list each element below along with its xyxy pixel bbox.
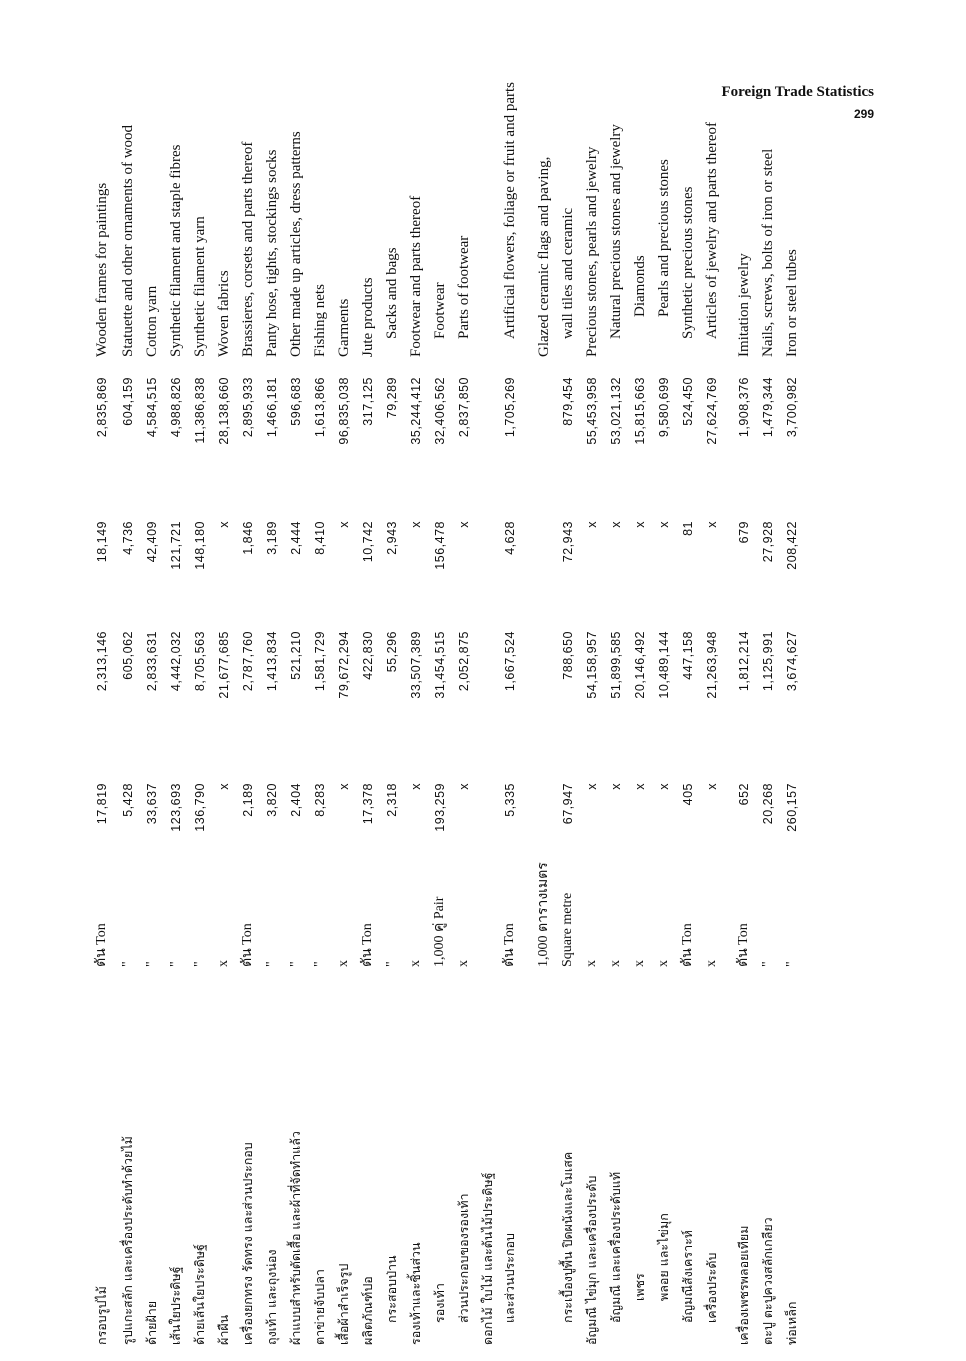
unit-cell: ตัน Ton	[94, 923, 109, 967]
unit-cell: "	[192, 961, 207, 967]
table-row	[284, 131, 308, 1345]
english-description: Synthetic filament and staple fibres	[168, 144, 184, 357]
quantity-cell: 123,693	[169, 783, 183, 832]
table-row	[236, 141, 260, 1345]
value-cell: 79,672,294	[337, 631, 351, 699]
value-cell: 20,146,492	[633, 631, 647, 699]
english-description: Synthetic precious stones	[680, 186, 696, 339]
table-row	[116, 124, 140, 1345]
value-cell: 21,677,685	[217, 631, 231, 699]
value-cell: 2,787,760	[241, 631, 255, 692]
unit-cell: "	[384, 961, 399, 967]
unit-cell: ตัน Ton	[680, 923, 695, 967]
english-description: Wooden frames for paintings	[94, 182, 110, 357]
quantity-cell: 17,378	[361, 783, 375, 825]
english-description: Pearls and precious stones	[656, 159, 672, 317]
value-cell: 422,830	[361, 631, 375, 680]
english-description: Garments	[336, 298, 352, 357]
table-row	[580, 145, 604, 1345]
value-cell: 51,899,585	[609, 631, 623, 699]
thai-description: เครื่องเพชรพลอยเทียม	[736, 1225, 751, 1345]
value-cell: 4,988,826	[169, 377, 183, 438]
quantity-cell: x	[217, 783, 231, 790]
unit-cell: x	[608, 960, 623, 967]
value-cell: 1,413,834	[265, 631, 279, 692]
table-row	[380, 145, 404, 1345]
thai-description: รูปแกะสลัก และเครื่องประดับทำด้วยไม้	[120, 1136, 135, 1345]
quantity-cell: x	[337, 521, 351, 528]
value-cell: 1,812,214	[737, 631, 751, 692]
english-description: Artificial flowers, foliage or fruit and parts	[502, 82, 518, 339]
value-cell: 33,507,389	[409, 631, 423, 699]
quantity-cell: 72,943	[561, 521, 575, 563]
value-cell: 8,705,563	[193, 631, 207, 692]
quantity-cell: 17,819	[95, 783, 109, 825]
unit-cell: "	[312, 961, 327, 967]
quantity-cell: 4,736	[121, 521, 135, 555]
unit-cell: "	[288, 961, 303, 967]
unit-cell: Square metre	[560, 892, 575, 967]
table-row	[90, 145, 114, 1345]
quantity-cell: 208,422	[785, 521, 799, 570]
quantity-cell: 18,149	[95, 521, 109, 563]
thai-description: อัญมณี ไข่มุก และเครื่องประดับ	[584, 1175, 599, 1345]
english-description: Natural precious stones and jewelry	[608, 124, 624, 339]
table-row	[428, 145, 452, 1345]
quantity-cell: x	[457, 783, 471, 790]
quantity-cell: x	[457, 521, 471, 528]
unit-cell: "	[120, 961, 135, 967]
value-cell: 1,466,181	[265, 377, 279, 438]
quantity-cell: 81	[681, 521, 695, 536]
quantity-cell: 2,444	[289, 521, 303, 555]
table-row	[628, 145, 652, 1345]
quantity-cell: 8,410	[313, 521, 327, 555]
unit-cell: x	[584, 960, 599, 967]
table-row	[356, 145, 380, 1345]
value-cell: 11,386,838	[193, 377, 207, 444]
value-cell: 27,624,769	[705, 377, 719, 445]
thai-description: อัญมณีสังเคราะห์	[680, 1229, 695, 1323]
thai-description: ผ้าแบบสำหรับตัดเสื้อ และผ้าที่จัดทำแล้ว	[288, 1131, 303, 1345]
unit-cell: 1,000 ตารางเมตร	[536, 862, 551, 967]
value-cell: 32,406,562	[433, 377, 447, 445]
english-description: Precious stones, pearls and jewelry	[584, 146, 600, 357]
quantity-cell: 2,943	[385, 521, 399, 555]
quantity-cell: 148,180	[193, 521, 207, 570]
unit-cell: x	[336, 960, 351, 967]
value-cell: 521,210	[289, 631, 303, 680]
thai-description: ตะปู ตะปูควงสลักเกลียว	[760, 1217, 775, 1345]
unit-cell: 1,000 คู่ Pair	[432, 896, 447, 967]
quantity-cell: 1,846	[241, 521, 255, 555]
value-cell: 1,667,524	[503, 631, 517, 692]
value-cell: 2,052,875	[457, 631, 471, 692]
value-cell: 596,683	[289, 377, 303, 426]
unit-cell: ตัน Ton	[360, 923, 375, 967]
quantity-cell: 193,259	[433, 783, 447, 832]
quantity-cell: x	[657, 521, 671, 528]
quantity-cell: 136,790	[193, 783, 207, 832]
quantity-cell: 652	[737, 783, 751, 806]
thai-description: ส่วนประกอบของรองเท้า	[456, 1193, 471, 1323]
table-row	[556, 145, 580, 1345]
table-row	[476, 145, 500, 1345]
value-cell: 1,705,269	[503, 377, 517, 438]
unit-cell: x	[456, 960, 471, 967]
thai-description: ผลิตภัณฑ์ปอ	[360, 1276, 375, 1345]
quantity-cell: 20,268	[761, 783, 775, 825]
english-description: Footwear and parts thereof	[408, 195, 424, 357]
value-cell: 2,833,631	[145, 631, 159, 692]
english-description: Other made up articles, dress patterns	[288, 131, 304, 357]
quantity-cell: x	[409, 521, 423, 528]
table-row	[780, 145, 804, 1345]
value-cell: 79,289	[385, 377, 399, 419]
thai-description: เครื่องยกทรง รัดทรง และส่วนประกอบ	[240, 1142, 255, 1345]
value-cell: 28,138,660	[217, 377, 231, 445]
thai-description: กระเบื้องปูพื้น ปิดผนังและโมเสค	[560, 1151, 575, 1323]
unit-cell: x	[704, 960, 719, 967]
english-description: wall tiles and ceramic	[560, 207, 576, 339]
english-description: Imitation jewelry	[736, 253, 752, 357]
unit-cell: "	[760, 961, 775, 967]
thai-description: กรอบรูปไม้	[94, 1286, 109, 1345]
value-cell: 2,837,850	[457, 377, 471, 438]
quantity-cell: x	[217, 521, 231, 528]
thai-description: เส้นใยประดิษฐ์	[168, 1266, 183, 1345]
header-title: Foreign Trade Statistics	[721, 84, 874, 100]
table-row	[732, 145, 756, 1345]
thai-description: รองเท้าและชิ้นส่วน	[408, 1242, 423, 1345]
quantity-cell: 156,478	[433, 521, 447, 570]
unit-cell: ตัน Ton	[502, 923, 517, 967]
quantity-cell: x	[609, 783, 623, 790]
english-description: Nails, screws, bolts of iron or steel	[760, 148, 776, 357]
value-cell: 317,125	[361, 377, 375, 426]
value-cell: 3,674,627	[785, 631, 799, 692]
table-row	[404, 145, 428, 1345]
thai-description: ด้ายเส้นใยประดิษฐ์	[192, 1244, 207, 1345]
value-cell: 35,244,412	[409, 377, 423, 445]
quantity-cell: x	[705, 521, 719, 528]
quantity-cell: x	[585, 783, 599, 790]
quantity-cell: 33,637	[145, 783, 159, 825]
value-cell: 524,450	[681, 377, 695, 426]
table-row	[652, 145, 676, 1345]
table-row	[532, 145, 556, 1345]
english-description: Synthetic filament yarn	[192, 216, 208, 357]
value-cell: 21,263,948	[705, 631, 719, 699]
quantity-cell: 121,721	[169, 521, 183, 570]
quantity-cell: x	[633, 521, 647, 528]
thai-description: กระสอบป่าน	[384, 1255, 399, 1323]
unit-cell: "	[168, 961, 183, 967]
unit-cell: "	[144, 961, 159, 967]
unit-cell: ตัน Ton	[736, 923, 751, 967]
thai-description: เครื่องประดับ	[704, 1252, 719, 1323]
table-row	[676, 145, 700, 1345]
value-cell: 1,908,376	[737, 377, 751, 438]
quantity-cell: x	[609, 521, 623, 528]
value-cell: 3,700,982	[785, 377, 799, 438]
thai-description: พลอย และไข่มุก	[656, 1213, 671, 1301]
unit-cell: ตัน Ton	[240, 923, 255, 967]
unit-cell: "	[264, 961, 279, 967]
thai-description: เสื้อผ้าสำเร็จรูป	[336, 1263, 351, 1345]
quantity-cell: 260,157	[785, 783, 799, 832]
unit-cell: x	[408, 960, 423, 967]
quantity-cell: 67,947	[561, 783, 575, 825]
value-cell: 31,454,515	[433, 631, 447, 699]
english-description: Articles of jewelry and parts thereof	[704, 122, 720, 339]
thai-description: ผ้าผืน	[216, 1314, 231, 1345]
quantity-cell: x	[409, 783, 423, 790]
quantity-cell: x	[657, 783, 671, 790]
quantity-cell: x	[337, 783, 351, 790]
value-cell: 2,313,146	[95, 631, 109, 692]
table-row	[308, 145, 332, 1345]
unit-cell: x	[632, 960, 647, 967]
value-cell: 4,584,515	[145, 377, 159, 438]
thai-description: เพชร	[632, 1273, 647, 1301]
english-description: Iron or steel tubes	[784, 249, 800, 357]
value-cell: 1,613,866	[313, 377, 327, 438]
value-cell: 605,062	[121, 631, 135, 680]
quantity-cell: 5,428	[121, 783, 135, 817]
value-cell: 15,815,663	[633, 377, 647, 445]
table-row	[260, 145, 284, 1345]
table-row	[332, 145, 356, 1345]
table-row	[756, 145, 780, 1345]
value-cell: 447,158	[681, 631, 695, 680]
quantity-cell: 405	[681, 783, 695, 806]
thai-description: อัญมณี และเครื่องประดับแท้	[608, 1171, 623, 1323]
english-description: Footwear	[432, 282, 448, 339]
table-row	[212, 145, 236, 1345]
table-row	[700, 122, 724, 1345]
quantity-cell: 2,318	[385, 783, 399, 817]
thai-description: รองเท้า	[432, 1283, 447, 1323]
quantity-cell: x	[633, 783, 647, 790]
english-description: Glazed ceramic flags and paving,	[536, 156, 552, 357]
value-cell: 604,159	[121, 377, 135, 426]
quantity-cell: x	[705, 783, 719, 790]
quantity-cell: x	[585, 521, 599, 528]
quantity-cell: 42,409	[145, 521, 159, 563]
quantity-cell: 2,189	[241, 783, 255, 817]
english-description: Woven fabrics	[216, 270, 232, 357]
quantity-cell: 679	[737, 521, 751, 544]
quantity-cell: 8,283	[313, 783, 327, 817]
value-cell: 1,479,344	[761, 377, 775, 438]
english-description: Parts of footwear	[456, 235, 472, 339]
value-cell: 55,296	[385, 631, 399, 673]
value-cell: 2,895,933	[241, 377, 255, 438]
thai-description: ตาข่ายจับปลา	[312, 1269, 327, 1345]
quantity-cell: 5,335	[503, 783, 517, 817]
english-description: Jute products	[360, 277, 376, 357]
table-row	[140, 145, 164, 1345]
quantity-cell: 2,404	[289, 783, 303, 817]
english-description: Fishing nets	[312, 284, 328, 357]
thai-description: ท่อเหล็ก	[784, 1301, 799, 1345]
thai-description: และส่วนประกอบ	[502, 1233, 517, 1323]
thai-description: ดอกไม้ ใบไม้ และต้นไม้ประดิษฐ์	[480, 1172, 495, 1345]
value-cell: 788,650	[561, 631, 575, 680]
quantity-cell: 27,928	[761, 521, 775, 563]
english-description: Statuette and other ornaments of wood	[120, 124, 136, 357]
value-cell: 54,158,957	[585, 631, 599, 699]
value-cell: 2,835,869	[95, 377, 109, 438]
english-description: Diamonds	[632, 255, 648, 317]
unit-cell: x	[656, 960, 671, 967]
quantity-cell: 3,189	[265, 521, 279, 555]
table-row	[604, 124, 628, 1345]
value-cell: 9,580,699	[657, 377, 671, 438]
unit-cell: x	[216, 960, 231, 967]
quantity-cell: 3,820	[265, 783, 279, 817]
page-number: 299	[853, 107, 874, 121]
table-row	[188, 145, 212, 1345]
table-row	[498, 82, 522, 1345]
quantity-cell: 4,628	[503, 521, 517, 555]
quantity-cell: 10,742	[361, 521, 375, 563]
value-cell: 879,454	[561, 377, 575, 426]
unit-cell: "	[784, 961, 799, 967]
english-description: Cotton yarn	[144, 285, 160, 357]
english-description: Brassieres, corsets and parts thereof	[240, 141, 256, 357]
value-cell: 10,489,144	[657, 631, 671, 699]
value-cell: 55,453,958	[585, 377, 599, 445]
thai-description: ถุงเท้า และถุงน่อง	[264, 1249, 279, 1345]
value-cell: 1,125,991	[761, 631, 775, 692]
value-cell: 53,021,132	[609, 377, 623, 445]
value-cell: 1,581,729	[313, 631, 327, 692]
table-row	[452, 145, 476, 1345]
thai-description: ด้ายฝ้าย	[144, 1300, 159, 1345]
english-description: Sacks and bags	[384, 247, 400, 339]
english-description: Panty hose, tights, stockings socks	[264, 149, 280, 357]
value-cell: 96,835,038	[337, 377, 351, 445]
table-row	[164, 145, 188, 1345]
value-cell: 4,442,032	[169, 631, 183, 692]
